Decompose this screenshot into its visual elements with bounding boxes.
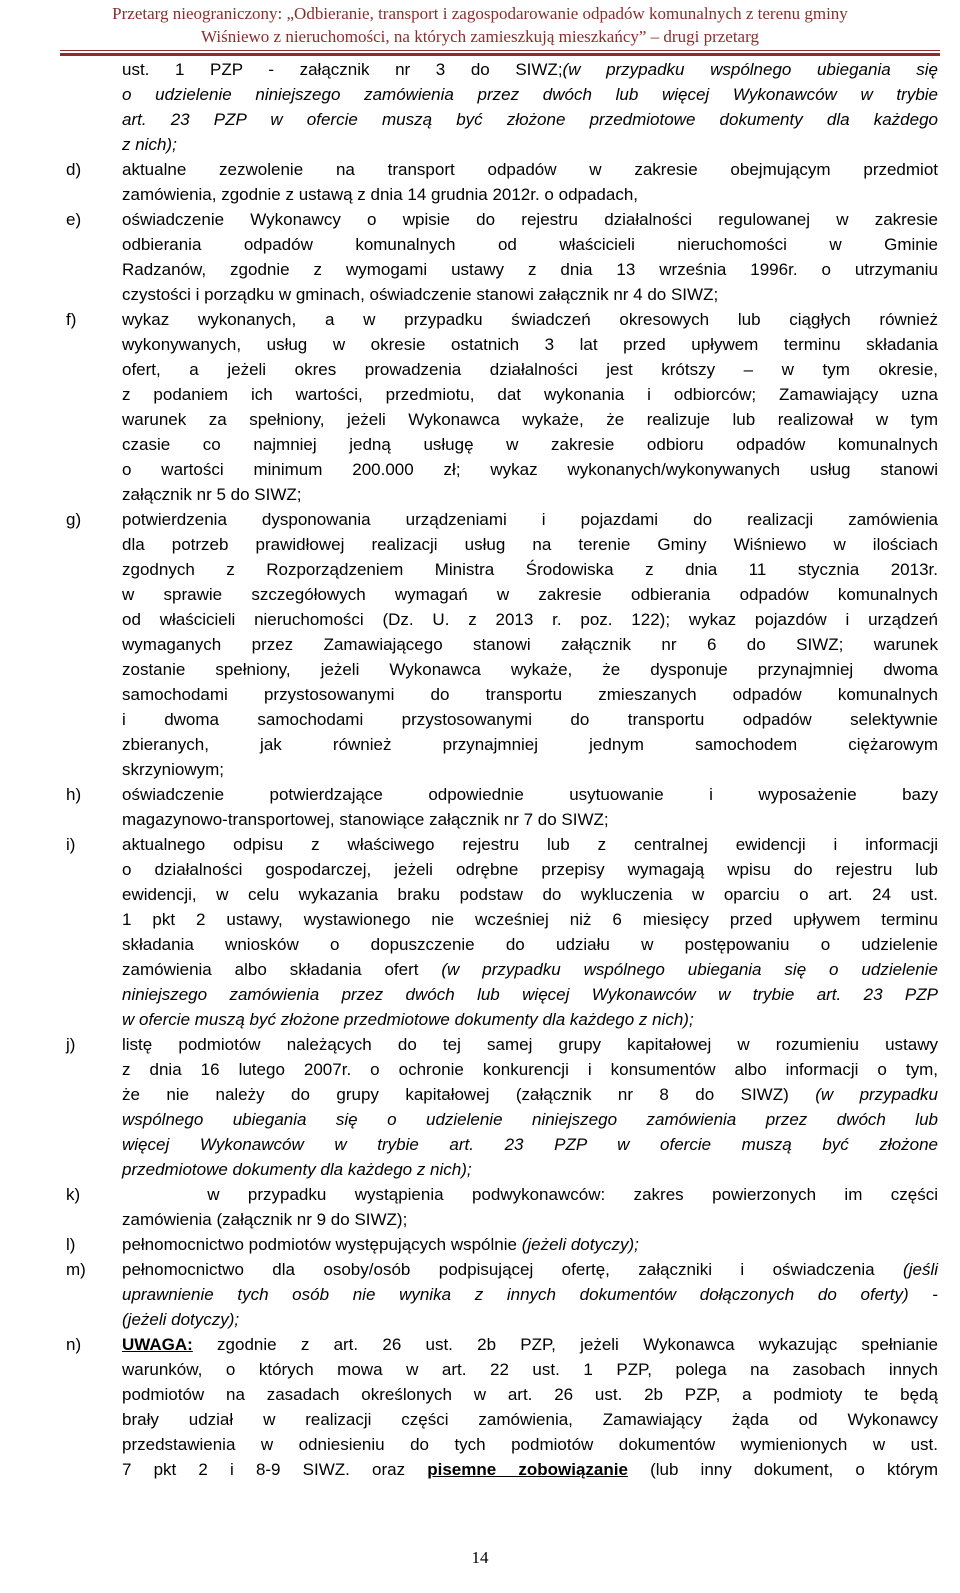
text-segment: odbierania odpadów komunalnych od właścicieli nieruchomości w Gminie bbox=[122, 235, 938, 254]
text-line bbox=[122, 282, 938, 307]
list-item bbox=[0, 507, 960, 782]
text-line bbox=[122, 382, 938, 407]
text-line bbox=[122, 1332, 938, 1357]
list-item-marker: k) bbox=[66, 1185, 81, 1204]
text-line bbox=[122, 57, 938, 82]
text-line bbox=[122, 307, 938, 332]
text-line bbox=[122, 982, 938, 1007]
text-line bbox=[122, 82, 938, 107]
text-segment: wymaganych przez Zamawiającego stanowi załącznik nr 6 do SIWZ; warunek bbox=[122, 635, 938, 654]
text-segment: czystości i porządku w gminach, oświadczenie stanowi załącznik nr 4 do SIWZ; bbox=[122, 285, 719, 304]
text-line bbox=[122, 932, 938, 957]
text-line bbox=[122, 232, 938, 257]
text-line bbox=[122, 257, 938, 282]
list-item-marker: d) bbox=[66, 160, 82, 179]
text-segment: zgodnie z art. 26 ust. 2b PZP, jeżeli Wykonawca wykazując spełnianie bbox=[192, 1335, 938, 1354]
text-segment: wykonywanych, usług w okresie ostatnich 3 lat przed upływem terminu składania bbox=[122, 335, 938, 354]
text-segment: wykaz wykonanych, a w przypadku świadczeń okresowych lub ciągłych również bbox=[122, 310, 938, 329]
text-segment: aktualnego odpisu z właściwego rejestru lub z centralnej ewidencji i informacji bbox=[122, 835, 938, 854]
page-header bbox=[0, 2, 960, 48]
list-item bbox=[0, 1232, 960, 1257]
text-segment: zamówienia albo składania ofert bbox=[122, 960, 442, 979]
text-segment: (lub inny dokument, o którym bbox=[627, 1460, 939, 1479]
text-line bbox=[122, 907, 938, 932]
text-line bbox=[122, 632, 938, 657]
list-item-marker: j) bbox=[66, 1035, 76, 1054]
list-item bbox=[0, 782, 960, 832]
text-line bbox=[122, 1157, 938, 1182]
text-line bbox=[122, 1107, 938, 1132]
text-segment: czasie co najmniej jedną usługę w zakresie odbioru odpadów komunalnych bbox=[122, 435, 938, 454]
text-line bbox=[122, 132, 938, 157]
list-item bbox=[0, 1332, 960, 1482]
list-item-marker: m) bbox=[66, 1260, 86, 1279]
header-line-1: Przetarg nieograniczony: „Odbieranie, transport i zagospodarowanie odpadów komunalnych z terenu gminy bbox=[112, 4, 848, 23]
text-line bbox=[122, 957, 938, 982]
text-line bbox=[122, 882, 938, 907]
text-line bbox=[122, 332, 938, 357]
text-segment: ofert, a jeżeli okres prowadzenia działalności jest krótszy – w tym okresie, bbox=[122, 360, 938, 379]
text-segment: w ofercie muszą być złożone przedmiotowe dokumenty dla każdego z nich); bbox=[122, 1010, 694, 1029]
text-segment: (w przypadku wspólnego ubiegania się bbox=[562, 60, 938, 79]
text-line bbox=[122, 1007, 938, 1032]
text-segment: przedmiotowe dokumenty dla każdego z nich); bbox=[122, 1160, 472, 1179]
text-line bbox=[122, 657, 938, 682]
text-segment: pełnomocnictwo podmiotów występujących wspólnie bbox=[122, 1235, 522, 1254]
document-body bbox=[0, 57, 960, 1482]
list-item bbox=[0, 1182, 960, 1232]
text-line bbox=[122, 482, 938, 507]
page-number: 14 bbox=[471, 1548, 489, 1567]
text-segment: 7 pkt 2 i 8-9 SIWZ. oraz bbox=[122, 1460, 428, 1479]
text-line bbox=[122, 407, 938, 432]
emphasis-text: UWAGA: bbox=[122, 1335, 193, 1354]
text-segment: aktualne zezwolenie na transport odpadów w zakresie obejmującym przedmiot bbox=[122, 160, 938, 179]
text-segment: zbieranych, jak również przynajmniej jednym samochodem ciężarowym bbox=[122, 735, 938, 754]
text-segment: oświadczenie Wykonawcy o wpisie do rejestru działalności regulowanej w zakresie bbox=[122, 210, 938, 229]
text-segment: niniejszego zamówienia przez dwóch lub więcej Wykonawców w trybie art. 23 PZP bbox=[122, 985, 938, 1004]
text-line bbox=[122, 1057, 938, 1082]
text-segment: ewidencji, w celu wykazania braku podstaw do wykluczenia w oparciu o art. 24 ust. bbox=[122, 885, 938, 904]
text-line bbox=[122, 1382, 938, 1407]
text-segment: przedstawienia w odniesieniu do tych podmiotów dokumentów wymienionych w ust. bbox=[122, 1435, 938, 1454]
text-line bbox=[122, 207, 938, 232]
text-line bbox=[122, 607, 938, 632]
text-line bbox=[122, 857, 938, 882]
text-line bbox=[122, 1407, 938, 1432]
text-line bbox=[122, 757, 938, 782]
text-segment: brały udział w realizacji części zamówienia, Zamawiający żąda od Wykonawcy bbox=[122, 1410, 938, 1429]
text-line bbox=[122, 832, 938, 857]
text-segment: skrzyniowym; bbox=[122, 760, 225, 779]
text-segment: (w przypadku wspólnego ubiegania się o udzielenie bbox=[441, 960, 938, 979]
text-segment: zostanie spełniony, jeżeli Wykonawca wykaże, że dysponuje przynajmniej dwoma bbox=[122, 660, 938, 679]
header-rule-thick bbox=[60, 53, 940, 56]
text-segment: magazynowo-transportowej, stanowiące załącznik nr 7 do SIWZ; bbox=[122, 810, 609, 829]
text-line bbox=[122, 1207, 938, 1232]
text-segment: uprawnienie tych osób nie wynika z innych dokumentów dołączonych do oferty) bbox=[122, 1285, 909, 1304]
list-item bbox=[0, 157, 960, 207]
list-item bbox=[0, 1032, 960, 1182]
text-segment: (jeżeli dotyczy); bbox=[521, 1235, 639, 1254]
text-line bbox=[122, 807, 938, 832]
text-segment: Radzanów, zgodnie z wymogami ustawy z dnia 13 września 1996r. o utrzymaniu bbox=[122, 260, 938, 279]
text-line bbox=[122, 1307, 938, 1332]
text-segment: o udzielenie niniejszego zamówienia przez dwóch lub więcej Wykonawców w trybie bbox=[122, 85, 938, 104]
text-segment: (jeżeli dotyczy); bbox=[122, 1310, 240, 1329]
text-segment: warunków, o których mowa w art. 22 ust. 1 PZP, polega na zasobach innych bbox=[122, 1360, 938, 1379]
list-item-marker: g) bbox=[66, 510, 82, 529]
text-segment: warunek za spełniony, jeżeli Wykonawca wykaże, że realizuje lub realizował w tym bbox=[122, 410, 938, 429]
text-line bbox=[122, 557, 938, 582]
text-line bbox=[122, 1432, 938, 1457]
header-line-2: Wiśniewo z nieruchomości, na których zamieszkują mieszkańcy” – drugi przetarg bbox=[201, 27, 759, 46]
list-item bbox=[0, 1257, 960, 1332]
list-item bbox=[0, 57, 960, 157]
text-line bbox=[122, 732, 938, 757]
list-item-marker: i) bbox=[66, 835, 76, 854]
list-item-marker: e) bbox=[66, 210, 82, 229]
text-segment: podmiotów na zasadach określonych w art. 26 ust. 2b PZP, a podmioty te będą bbox=[122, 1385, 938, 1404]
text-segment: dla potrzeb prawidłowej realizacji usług na terenie Gminy Wiśniewo w ilościach bbox=[122, 535, 938, 554]
list-item-marker: n) bbox=[66, 1335, 82, 1354]
text-line bbox=[122, 1457, 938, 1482]
text-line bbox=[122, 1132, 938, 1157]
text-segment: wspólnego ubiegania się o udzielenie niniejszego zamówienia przez dwóch lub bbox=[122, 1110, 938, 1129]
text-segment: listę podmiotów należących do tej samej grupy kapitałowej w rozumieniu ustawy bbox=[122, 1035, 938, 1054]
list-item bbox=[0, 207, 960, 307]
text-line bbox=[122, 507, 938, 532]
text-segment: (w przypadku bbox=[815, 1085, 938, 1104]
text-segment: z nich); bbox=[122, 135, 177, 154]
text-line bbox=[122, 157, 938, 182]
list-item-marker: l) bbox=[66, 1235, 76, 1254]
text-segment: zamówienia, zgodnie z ustawą z dnia 14 grudnia 2012r. o odpadach, bbox=[122, 185, 639, 204]
text-segment: z dnia 16 lutego 2007r. o ochronie konkurencji i konsumentów albo informacji o tym, bbox=[122, 1060, 938, 1079]
text-line bbox=[122, 682, 938, 707]
list-item-marker: h) bbox=[66, 785, 82, 804]
text-line bbox=[122, 532, 938, 557]
text-segment: pełnomocnictwo dla osoby/osób podpisującej ofertę, załączniki i oświadczenia bbox=[122, 1260, 904, 1279]
text-segment: o działalności gospodarczej, jeżeli odrębne przepisy wymagają wpisu do rejestru lub bbox=[122, 860, 938, 879]
text-line bbox=[122, 782, 938, 807]
list-item bbox=[0, 307, 960, 507]
text-segment: w przypadku wystąpienia podwykonawców: zakres powierzonych im części bbox=[122, 1185, 938, 1204]
emphasis-text: pisemne zobowiązanie bbox=[427, 1460, 628, 1479]
text-segment: że nie należy do grupy kapitałowej (załącznik nr 8 do SIWZ) bbox=[122, 1085, 816, 1104]
text-line bbox=[122, 357, 938, 382]
text-segment: zgodnych z Rozporządzeniem Ministra Środowiska z dnia 11 stycznia 2013r. bbox=[122, 560, 938, 579]
text-segment: potwierdzenia dysponowania urządzeniami i pojazdami do realizacji zamówienia bbox=[122, 510, 938, 529]
text-segment: składania wniosków o dopuszczenie do udziału w postępowaniu o udzielenie bbox=[122, 935, 938, 954]
text-segment: w sprawie szczegółowych wymagań w zakresie odbierania odpadów komunalnych bbox=[122, 585, 938, 604]
text-line bbox=[122, 582, 938, 607]
text-segment: o wartości minimum 200.000 zł; wykaz wykonanych/wykonywanych usług stanowi bbox=[122, 460, 938, 479]
text-segment: więcej Wykonawców w trybie art. 23 PZP w ofercie muszą być złożone bbox=[122, 1135, 938, 1154]
text-line bbox=[122, 1232, 938, 1257]
text-segment: 1 pkt 2 ustawy, wystawionego nie wcześniej niż 6 miesięcy przed upływem terminu bbox=[122, 910, 938, 929]
text-line bbox=[122, 707, 938, 732]
text-line bbox=[122, 182, 938, 207]
text-line bbox=[122, 1082, 938, 1107]
text-segment: z podaniem ich wartości, przedmiotu, dat wykonania i odbiorców; Zamawiający uzna bbox=[122, 385, 938, 404]
text-line bbox=[122, 1032, 938, 1057]
text-line bbox=[122, 107, 938, 132]
list-item-marker: f) bbox=[66, 310, 77, 329]
text-segment: (jeśli bbox=[903, 1260, 938, 1279]
text-segment: i dwoma samochodami przystosowanymi do transportu odpadów selektywnie bbox=[122, 710, 938, 729]
text-line bbox=[122, 1357, 938, 1382]
list-item bbox=[0, 832, 960, 1032]
text-line bbox=[122, 432, 938, 457]
text-line bbox=[122, 1282, 938, 1307]
text-line bbox=[122, 457, 938, 482]
text-segment: ust. 1 PZP - załącznik nr 3 do SIWZ; bbox=[122, 60, 563, 79]
text-segment: od właścicieli nieruchomości (Dz. U. z 2013 r. poz. 122); wykaz pojazdów i urządzeń bbox=[122, 610, 938, 629]
text-segment: zamówienia (załącznik nr 9 do SIWZ); bbox=[122, 1210, 408, 1229]
text-segment: samochodami przystosowanymi do transportu zmieszanych odpadów komunalnych bbox=[122, 685, 938, 704]
text-segment: załącznik nr 5 do SIWZ; bbox=[122, 485, 302, 504]
text-segment: - bbox=[908, 1285, 939, 1304]
header-rule-thin bbox=[60, 50, 940, 51]
text-segment: oświadczenie potwierdzające odpowiednie usytuowanie i wyposażenie bazy bbox=[122, 785, 938, 804]
text-line bbox=[122, 1257, 938, 1282]
text-segment: art. 23 PZP w ofercie muszą być złożone przedmiotowe dokumenty dla każdego bbox=[122, 110, 938, 129]
text-line bbox=[122, 1182, 938, 1207]
